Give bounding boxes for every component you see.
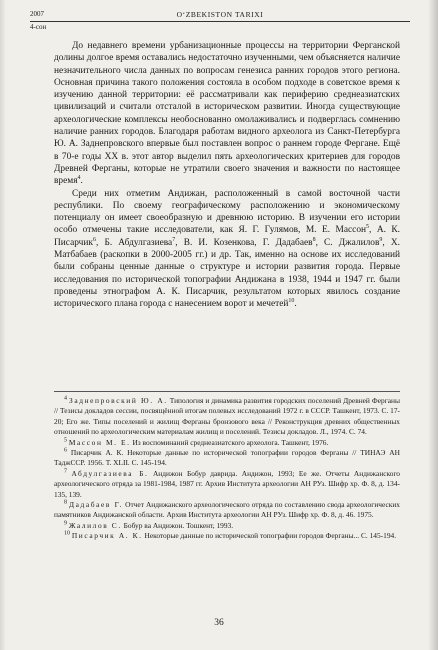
header-journal-title: O‘ZBEKISTON TARIXI [176,10,264,19]
footnote-10 [54,531,400,541]
paragraph-2-text: , С. Джалилов [315,237,380,248]
footnote-number: 7 [64,468,67,475]
footnote-number: 4 [64,395,67,402]
paragraph-2-text: , Х. Матбабаев (раскопки в 2000-2005 гг.) и др. Так, именно на основе их исследований были собраны ценные данные о структуре и истории развития города. Первые исследования по исторической топографии Андижана в 1938, 1944 и 1947 гг. были проведены этнографом А. К. Писарчик, результатом которых явилось создание исторического плана города с нанесением ворот и мечетей [54,237,400,310]
paragraph-2-text: , А. К. Писарчик [54,225,400,248]
footnote-ref: 10 [288,298,295,305]
footnote-author: Массон М. Е. [68,437,131,447]
page-gutter-shadow [0,0,6,650]
footnote-number: 6 [64,447,67,454]
footnote-number: 8 [64,499,67,506]
footnote-text: Типология и динамика развития городских поселений Древней Ферганы // Тезисы докладов сессии, посвящённой итогам полевых исследований 1972 г. в СССР. Ташкент, 1973. С. 17-20; Его же. Типы поселений и жилищ Ферганы бронзового века // Реконструкция древних общественных отношений по археологическим материалам жилищ и поселений. Тезисы докладов. Л., 1974. С. 74. [54,396,400,437]
footnote-text: Писарчик А. К. Некоторые данные по исторической топографии городов Ферганы // ТИНАЭ АН ТаджССР. 1956. Т. XLII. С. 145-194. [54,448,400,468]
page-edge-shadow [428,0,438,650]
paragraph-2-text: , В. И. Козенкова, Г. Дадабаев [175,237,313,248]
header-rule [30,21,410,22]
footnote-9 [54,521,400,531]
running-header [24,6,416,36]
footnote-author: Заднепровский Ю. А. [69,396,168,405]
paragraph-1-tail: . [80,176,83,187]
footnote-ref: 8 [312,236,316,243]
footnote-ref: 7 [172,236,176,243]
paragraph-2-text: , Б. Абдулгазиева [95,237,173,248]
footnote-text: Отчет Андижанского археологического отряда по составлению свода археологических памятников Андижанской области. Архив Института археологии АН РУз. Шифр хр. Ф. 8, д. 46. 1975. [54,500,400,520]
footnote-number: 5 [64,437,67,444]
paragraph-2-text: Среди них отметим Андижан, расположенный в самой восточной части республики. По своему географическому расположению и экономическому потенциалу он имеет своеобразную и древнюю историю. В изучении его истории особо отмечены такие исследователи, как Я. Г. Гулямов, М. Е. Массон [54,188,400,236]
footnote-text: Из воспоминаний среднеазиатского археолога. Ташкент, 1976. [130,437,329,447]
footnote-7 [54,469,400,500]
footnote-text: Бобур ва Андижон. Тошкент, 1993. [121,520,234,530]
header-year: 2007 [30,10,44,18]
footnote-ref: 6 [92,236,96,243]
footnote-8 [54,500,400,521]
page-number: 36 [214,618,224,628]
footnote-author: Писарчик А. К. [71,531,143,541]
footnote-5 [54,438,400,448]
footnote-ref: 4 [77,175,81,182]
footnote-number: 10 [64,530,70,537]
footnote-text: Андижон Бобур даврида. Андижон, 1993; Ее же. Отчеты Андижанского археологического отряда за 1981-1984, 1987 гг. Архив Института археологии АН РУз. Шифр хр. Ф. 8, д. 134-135, 139. [54,468,401,499]
footnote-author: Жалилов С. [68,520,122,530]
footnote-ref: 9 [379,236,383,243]
paragraph-2-tail: . [294,299,297,310]
footnote-ref: 5 [366,224,370,231]
main-text [54,40,400,311]
footnotes [54,396,400,542]
footnote-6 [54,448,400,469]
footnote-4 [54,396,400,438]
paragraph-2 [54,188,400,311]
header-issue: 4-сон [30,23,47,31]
footnote-number: 9 [64,520,67,527]
footnote-separator [54,391,400,392]
paragraph-1-text: До недавнего времени урбанизационные процессы на территории Ферганской долины долгое время оставались недостаточно изученными, чем объясняется наличие незначительного числа данных по вопросам генезиса ранних городов этого региона. Основная причина такого положения состояла в особом подходе в советское время к изучению данной территории: её рассматривали как периферию среднеазиатских цивилизаций и считали отсталой в историческом развитии. Иногда существующие археологические комплексы необоснованно омолаживались и подверглась сомнению наличие ранних городов. Благодаря работам видного археолога из Санкт-Петербурга Ю. А. Заднепровского впервые был поставлен вопрос о раннем городе Фергане. Ещё в 70-е годы XX в. этот автор выделил пять археологических критериев для городов Древней Ферганы, которые не утратили своего значения и важности по настоящее время [54,41,400,187]
paragraph-1 [54,40,400,188]
footnote-author: Абдулгазиева Б. [71,468,149,478]
footnote-author: Дадабаев Г. [69,500,124,510]
footnote-text: Некоторые данные по исторической топографии городов Ферганы... С. 145-194. [142,531,397,541]
